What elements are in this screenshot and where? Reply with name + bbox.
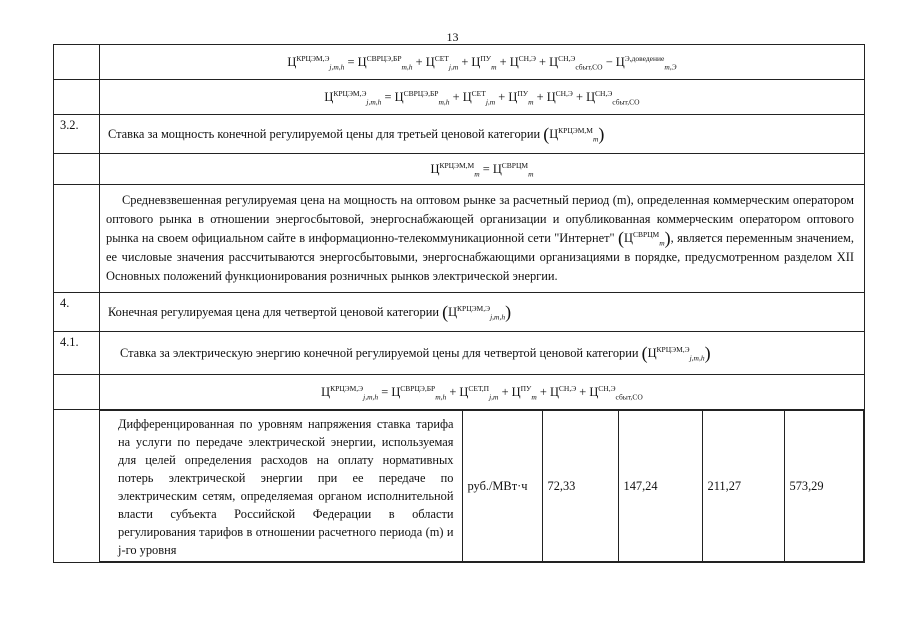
row-number: 4. [54,293,100,332]
formula-1: $Ц^{КРЦЭМ,Э}_{j,m,h} = Ц^{СВРЦЭ,БР}_{m,h} + Ц^{СЕТ}_{j,m} + Ц^{ПУ}_m + Ц^{СН,Э} + Ц^{СН,Э}_{сбыт,СО} - Ц^{Э,доведение}_{m,Э}$ [100,45,865,80]
formula-3: $Ц^{КРЦЭМ,М}_m = Ц^{СВРЦМ}_m$ [100,154,865,185]
data-row [54,410,865,563]
row-4-1 [54,332,865,375]
value-cell: 211,27 [702,411,784,562]
formula-row-1 [54,45,865,80]
formula-4: $Ц^{КРЦЭМ,Э}_{j,m,h} = Ц^{СВРЦЭ,БР}_{m,h} + Ц^{СЕТ,П}_{j,m} + Ц^{ПУ}_m + Ц^{СН,Э} + Ц^{СН,Э}_{сбыт,СО}$ [100,375,865,410]
formula-2: $Ц^{КРЦЭМ,Э}_{j,m,h} = Ц^{СВРЦЭ,БР}_{m,h} + Ц^{СЕТ}_{j,m} + Ц^{ПУ}_m + Ц^{СН,Э} + Ц^{СН,Э}_{сбыт,СО}$ [100,80,865,115]
row-4 [54,293,865,332]
tariff-table [53,44,865,563]
row-heading: Конечная регулируемая цена для четвертой ценовой категории $(Ц^{КРЦЭМ,Э}_{j,m,h})$ [100,293,865,332]
row-heading: Ставка за мощность конечной регулируемой цены для третьей ценовой категории $(Ц^{КРЦЭМ,М}_m)$ [100,115,865,154]
formula-row-4 [54,375,865,410]
definition-paragraph: Средневзвешенная регулируемая цена на мощность на оптовом рынке за расчетный период (m), определенная коммерческим оператором оптового рынка в отношении энергосбытовой, энергоснабжающей организации и опубликованная коммерческим оператором оптового рынка на своем официальном сайте в информационно-телекоммуникационной сети "Интернет" $(Ц^{СВРЦМ}_m)$, является переменным значением, ее числовые значения рассчитываются энергосбытовыми, энергоснабжающими организациями в порядке, предусмотренном разделом XII Основных положений функционирования розничных рынков электрической энергии. [100,185,865,293]
value-cell: 72,33 [542,411,618,562]
page-number: 13 [446,30,459,44]
row-number: 3.2. [54,115,100,154]
row-3-2 [54,115,865,154]
unit-cell: руб./МВт·ч [462,411,542,562]
value-cell: 147,24 [618,411,702,562]
formula-row-3 [54,154,865,185]
values-table [100,410,864,562]
formula-row-2 [54,80,865,115]
paragraph-row [54,185,865,293]
tariff-description: Дифференцированная по уровням напряжения ставка тарифа на услуги по передаче электрической энергии, используемая для целей определения расходов на оплату нормативных потерь электрической энергии при ее передаче по электрическим сетям, определяемая органом исполнительной власти субъекта Российской Федерации в области регулирования тарифов в отношении расчетного периода (m) и j-го уровня [100,411,462,562]
row-number: 4.1. [54,332,100,375]
value-cell: 573,29 [784,411,864,562]
row-heading: Ставка за электрическую энергию конечной регулируемой цены для четвертой ценовой категории $(Ц^{КРЦЭМ,Э}_{j,m,h})$ [100,332,865,375]
